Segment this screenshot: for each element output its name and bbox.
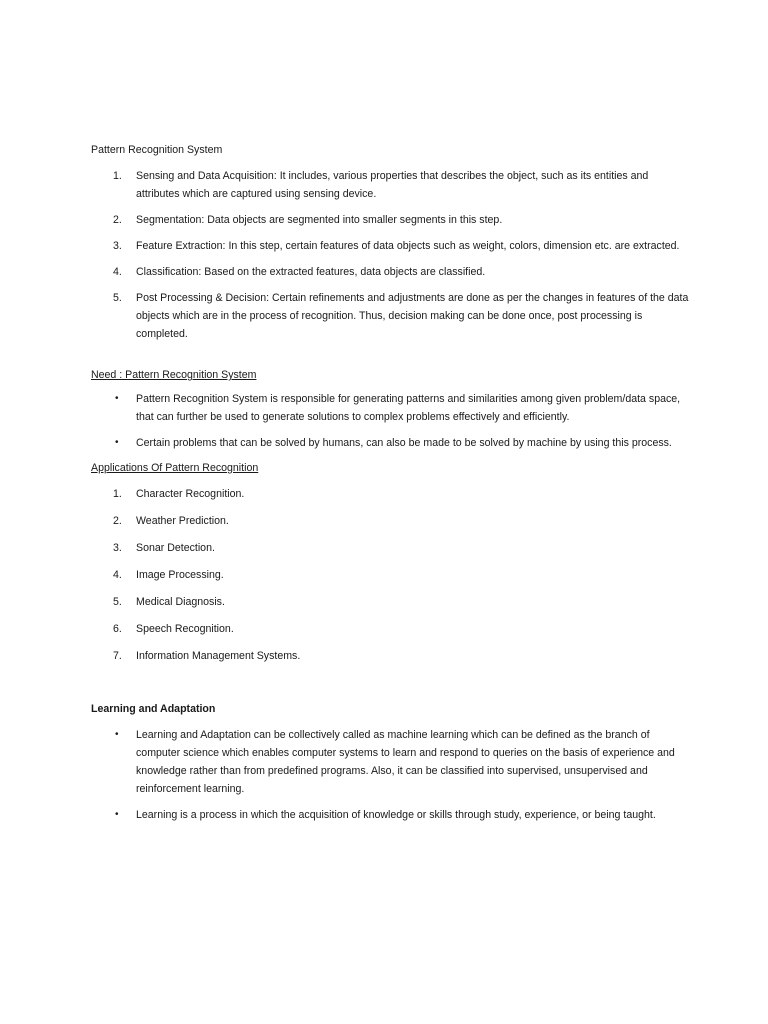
list-number: 3. [113, 240, 122, 252]
list-item-text: Sonar Detection. [136, 542, 215, 554]
bullet-icon: • [115, 393, 119, 404]
list-item [91, 620, 691, 638]
list-item [91, 211, 691, 229]
list-item [91, 434, 691, 452]
list-item-text: Pattern Recognition System is responsible for generating patterns and similarities among given problem/data space, that can further be used to generate solutions to complex problems effectively and efficiently. [136, 393, 681, 423]
list-item-text: Character Recognition. [136, 488, 245, 500]
list-number: 3. [113, 542, 122, 554]
numbered-list [91, 485, 691, 665]
list-number: 6. [113, 623, 122, 635]
list-item-text: Certain problems that can be solved by humans, can also be made to be solved by machine by using this process. [136, 437, 672, 449]
list-number: 1. [113, 488, 122, 500]
list-item-text: Image Processing. [136, 569, 224, 581]
list-number: 1. [113, 170, 122, 182]
section-applications [91, 459, 691, 665]
section-pattern-recognition [91, 141, 691, 343]
bullet-list [91, 390, 691, 452]
list-number: 4. [113, 569, 122, 581]
bullet-icon: • [115, 809, 119, 820]
list-item-text: Feature Extraction: In this step, certain features of data objects such as weight, colors, dimension etc. are extracted. [136, 240, 680, 252]
section-title: Need : Pattern Recognition System [91, 369, 257, 381]
bullet-list [91, 726, 691, 824]
list-item [91, 485, 691, 503]
list-item-text: Post Processing & Decision: Certain refinements and adjustments are done as per the changes in features of the data objects which are in the process of recognition. Thus, decision making can be done once, post processing is completed. [136, 292, 689, 340]
list-item-text: Learning is a process in which the acquisition of knowledge or skills through study, experience, or being taught. [136, 809, 656, 821]
list-item [91, 726, 691, 798]
list-item [91, 390, 691, 426]
list-item-text: Sensing and Data Acquisition: It includes, various properties that describes the object, such as its entities and attributes which are captured using sensing device. [136, 170, 649, 200]
section-title: Learning and Adaptation [91, 703, 216, 715]
section-learning [91, 700, 691, 824]
list-item [91, 593, 691, 611]
document-body [91, 141, 691, 824]
list-item-text: Classification: Based on the extracted features, data objects are classified. [136, 266, 486, 278]
list-number: 2. [113, 515, 122, 527]
list-item [91, 539, 691, 557]
list-item [91, 167, 691, 203]
numbered-list [91, 167, 691, 343]
list-item-text: Weather Prediction. [136, 515, 229, 527]
list-item [91, 512, 691, 530]
list-item-text: Segmentation: Data objects are segmented into smaller segments in this step. [136, 214, 503, 226]
list-item-text: Speech Recognition. [136, 623, 234, 635]
list-number: 5. [113, 596, 122, 608]
bullet-icon: • [115, 729, 119, 740]
list-item-text: Learning and Adaptation can be collectively called as machine learning which can be defined as the branch of computer science which enables computer systems to learn and respond to queries on the basis of experience and knowledge rather than from predefined programs. Also, it can be classified into supervised, unsupervised and reinforcement learning. [136, 729, 675, 795]
list-item-text: Information Management Systems. [136, 650, 301, 662]
section-title: Pattern Recognition System [91, 144, 223, 156]
list-item [91, 289, 691, 343]
section-need [91, 366, 691, 452]
list-number: 5. [113, 292, 122, 304]
list-number: 7. [113, 650, 122, 662]
list-item [91, 237, 691, 255]
list-item [91, 263, 691, 281]
list-item [91, 806, 691, 824]
list-item-text: Medical Diagnosis. [136, 596, 225, 608]
list-number: 4. [113, 266, 122, 278]
bullet-icon: • [115, 437, 119, 448]
section-title: Applications Of Pattern Recognition [91, 462, 259, 474]
list-number: 2. [113, 214, 122, 226]
list-item [91, 647, 691, 665]
list-item [91, 566, 691, 584]
